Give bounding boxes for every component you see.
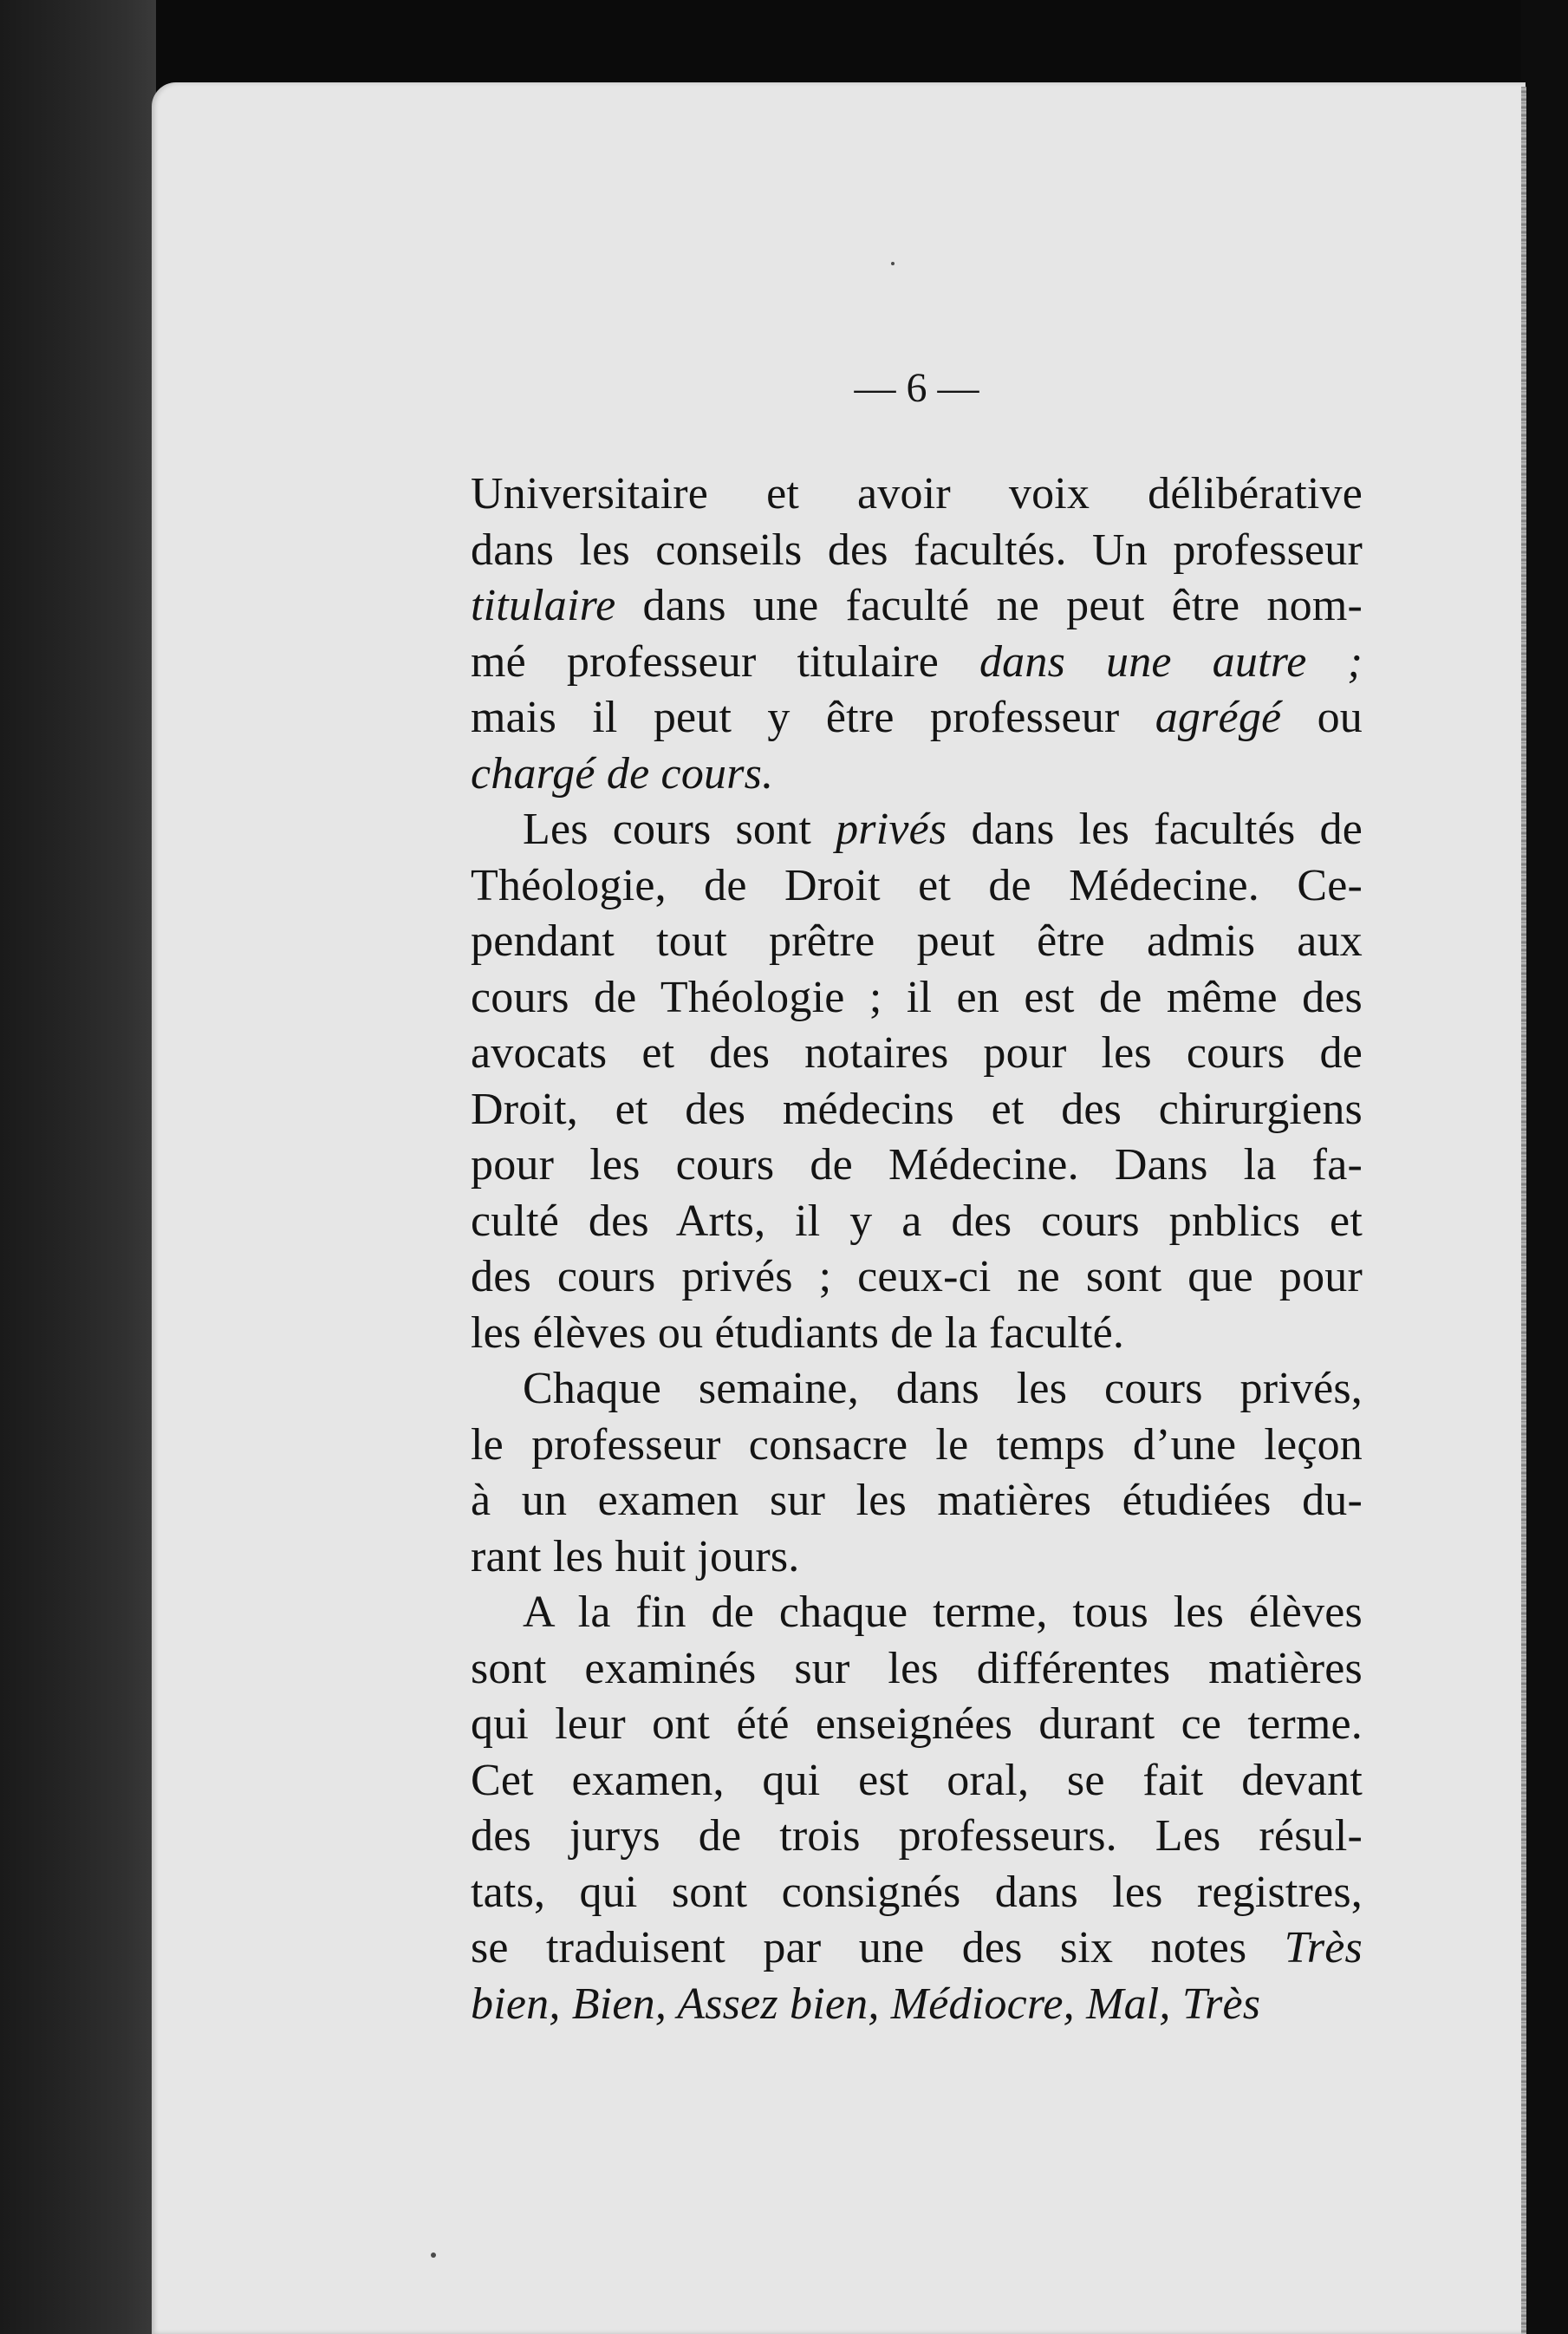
italic-text: privés — [836, 805, 947, 854]
text-line — [471, 1249, 1363, 1306]
text-run: tats, qui sont consignés dans les registres, — [471, 1867, 1363, 1917]
text-line — [471, 1082, 1363, 1138]
text-run: Cet examen, qui est oral, se fait devant — [471, 1755, 1363, 1805]
text-run: des jurys de trois professeurs. Les résul- — [471, 1811, 1363, 1861]
text-run: ou — [1281, 693, 1363, 742]
text-run: A la fin de chaque terme, tous les élèves — [523, 1588, 1363, 1637]
text-run: dans les conseils des facultés. Un professeur — [471, 525, 1363, 575]
text-line — [471, 970, 1363, 1027]
text-line — [471, 1753, 1363, 1809]
text-line — [471, 1418, 1363, 1474]
text-run: les élèves ou étudiants de la faculté. — [471, 1307, 1125, 1358]
text-line — [471, 746, 1363, 803]
text-run: pour les cours de Médecine. Dans la fa- — [471, 1140, 1363, 1190]
text-line — [471, 578, 1363, 635]
text-run: mé professeur titulaire — [471, 636, 979, 687]
scan-speck — [431, 2253, 436, 2258]
text-line — [471, 690, 1363, 746]
text-run: dans une faculté ne peut être nom- — [615, 581, 1363, 630]
text-line — [471, 802, 1363, 858]
page-number: — 6 — — [854, 365, 979, 411]
text-run: mais il peut y être professeur — [471, 693, 1155, 742]
text-line — [471, 858, 1363, 915]
text-line — [471, 914, 1363, 970]
text-run: Universitaire et avoir voix délibérative — [471, 469, 1363, 518]
text-run: à un examen sur les matières étudiées du- — [471, 1476, 1363, 1525]
text-run: pendant tout prêtre peut être admis aux — [471, 916, 1363, 966]
text-run: culté des Arts, il y a des cours pnblics et — [471, 1196, 1363, 1246]
italic-text: agrégé — [1155, 693, 1282, 742]
italic-text: Très — [1284, 1923, 1363, 1972]
paragraph — [471, 802, 1363, 1361]
text-line — [471, 1026, 1363, 1082]
text-run: qui leur ont été enseignées durant ce terme. — [471, 1699, 1363, 1749]
text-line — [471, 1641, 1363, 1698]
text-run: Droit, et des médecins et des chirurgiens — [471, 1084, 1363, 1134]
text-run: Théologie, de Droit et de Médecine. Ce- — [471, 860, 1363, 910]
text-run: avocats et des notaires pour les cours de — [471, 1028, 1363, 1078]
page-edge-binding — [1521, 87, 1526, 2334]
text-line — [471, 1865, 1363, 1921]
text-run: cours de Théologie ; il en est de même des — [471, 972, 1363, 1022]
text-line — [471, 1585, 1363, 1641]
text-run: Les cours sont — [523, 805, 836, 854]
text-line — [471, 1473, 1363, 1529]
text-line — [471, 1194, 1363, 1250]
paragraph — [471, 466, 1363, 802]
text-line — [471, 1697, 1363, 1753]
text-line — [471, 1809, 1363, 1865]
italic-text: dans une autre ; — [979, 636, 1363, 687]
text-run: le professeur consacre le temps d’une leçon — [471, 1419, 1363, 1470]
scan-background-right — [1521, 0, 1568, 2334]
scan-background-top — [0, 0, 1568, 95]
scan-background-left — [0, 0, 156, 2334]
text-run: Chaque semaine, dans les cours privés, — [523, 1364, 1363, 1413]
text-run: rant les huit jours. — [471, 1531, 800, 1581]
text-line — [471, 466, 1363, 523]
text-line — [471, 1977, 1363, 2033]
scan-speck — [891, 262, 895, 265]
text-run: sont examinés sur les différentes matières — [471, 1643, 1363, 1693]
paragraph — [471, 1585, 1363, 2032]
text-line — [471, 1306, 1363, 1362]
italic-text: titulaire — [471, 581, 616, 630]
paragraph — [471, 1361, 1363, 1585]
text-run: dans les facultés de — [947, 805, 1363, 854]
italic-text: chargé de cours. — [471, 748, 774, 799]
text-line — [471, 1920, 1363, 1977]
text-line — [471, 635, 1363, 691]
body-text — [471, 466, 1363, 2032]
text-line — [471, 1138, 1363, 1194]
text-run: se traduisent par une des six notes — [471, 1923, 1285, 1972]
text-run: des cours privés ; ceux-ci ne sont que pour — [471, 1252, 1363, 1301]
text-line — [471, 1529, 1363, 1586]
italic-text: bien, Bien, Assez bien, Médiocre, Mal, Très — [471, 1979, 1261, 2029]
text-line — [471, 523, 1363, 579]
text-line — [471, 1361, 1363, 1418]
